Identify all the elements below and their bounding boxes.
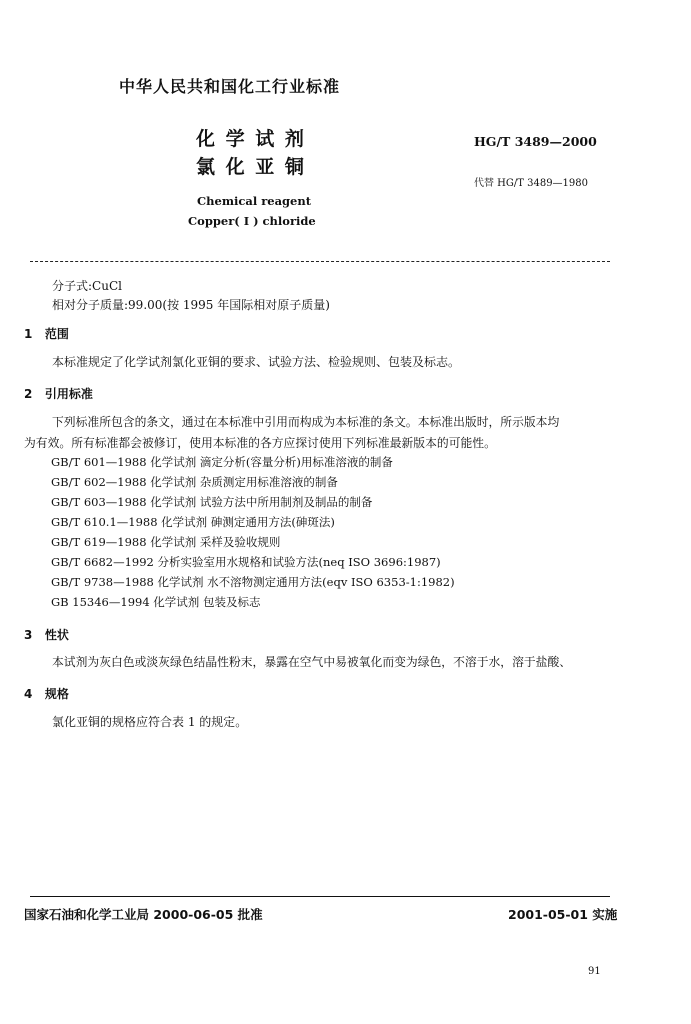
section-2-number: 2 [24,387,33,401]
reference-item: GB/T 602—1988 化学试剂 杂质测定用标准溶液的制备 [51,475,338,489]
section-3-text: 本试剂为灰白色或淡灰绿色结晶性粉末，暴露在空气中易被氧化而变为绿色，不溶于水，溶于盐酸、 [52,655,572,669]
section-2-text-line2: 为有效。所有标准都会被修订，使用本标准的各方应探讨使用下列标准最新版本的可能性。 [24,436,496,450]
title-en-line2: Copper( I ) chloride [188,214,316,228]
reference-item: GB/T 6682—1992 分析实验室用水规格和试验方法(neq ISO 3696:1987) [51,555,441,569]
issuer-approval: 国家石油和化学工业局 2000-06-05 批准 [24,907,263,922]
reference-item: GB 15346—1994 化学试剂 包装及标志 [51,595,261,609]
reference-item: GB/T 619—1988 化学试剂 采样及验收规则 [51,535,281,549]
section-2-title: 引用标准 [44,387,93,401]
effective-date: 2001-05-01 实施 [508,907,618,922]
title-cn-line2: 氯 化 亚 铜 [196,156,306,178]
reference-item: GB/T 610.1—1988 化学试剂 砷测定通用方法(砷斑法) [51,515,335,529]
section-4-title: 规格 [44,687,69,701]
replaces-standard: 代替 HG/T 3489—1980 [474,178,589,189]
section-1-number: 1 [24,327,33,341]
section-1-heading [24,325,69,342]
section-1-title: 范围 [44,327,69,341]
standard-category: 中华人民共和国化工行业标准 [119,77,341,96]
section-3-number: 3 [24,628,33,642]
reference-item: GB/T 9738—1988 化学试剂 水不溶物测定通用方法(eqv ISO 6353-1:1982) [51,575,455,589]
section-4-text: 氯化亚铜的规格应符合表 1 的规定。 [52,715,248,729]
title-en-line1: Chemical reagent [197,194,312,208]
footer-divider [30,896,610,897]
section-2-heading [24,385,93,402]
reference-item: GB/T 601—1988 化学试剂 滴定分析(容量分析)用标准溶液的制备 [51,455,393,469]
section-3-title: 性状 [44,628,69,642]
section-3-heading [24,626,69,643]
standard-code: HG/T 3489—2000 [474,134,597,149]
section-4-heading [24,685,69,702]
section-2-text-line1: 下列标准所包含的条文，通过在本标准中引用而构成为本标准的条文。本标准出版时，所示版本均 [52,415,560,429]
page-number: 91 [588,966,601,977]
reference-item: GB/T 603—1988 化学试剂 试验方法中所用制剂及制品的制备 [51,495,373,509]
molecular-formula: 分子式:CuCl [52,279,122,293]
section-4-number: 4 [24,687,33,701]
section-1-text: 本标准规定了化学试剂氯化亚铜的要求、试验方法、检验规则、包装及标志。 [52,355,461,369]
header-divider [30,261,610,262]
molecular-mass: 相对分子质量:99.00(按 1995 年国际相对原子质量) [52,298,330,312]
title-cn-line1: 化 学 试 剂 [196,128,306,150]
